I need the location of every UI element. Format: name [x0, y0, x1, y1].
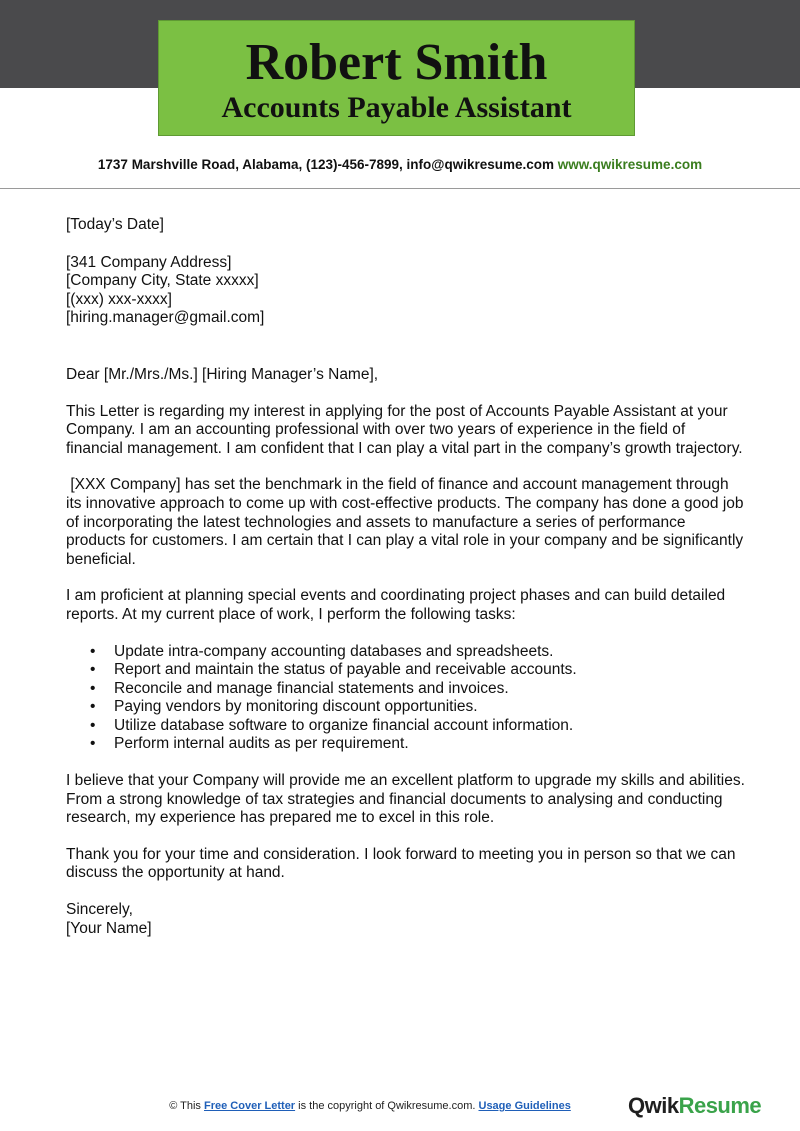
logo-part-resume: Resume	[678, 1093, 762, 1118]
candidate-name: Robert Smith	[245, 34, 548, 91]
address-line: [341 Company Address]	[66, 253, 232, 271]
paragraph-thanks: Thank you for your time and consideration. I look forward to meeting you in person so that we can discuss the opportunity at hand.	[66, 845, 736, 882]
list-item: • Reconcile and manage financial statements and invoices.	[114, 680, 746, 699]
list-item: • Perform internal audits as per requirement.	[114, 735, 746, 754]
address-line: [(xxx) xxx-xxxx]	[66, 290, 172, 308]
list-item: • Utilize database software to organize financial account information.	[114, 717, 746, 736]
logo-part-qwik: Qwik	[628, 1093, 679, 1118]
salutation: Dear [Mr./Mrs./Ms.] [Hiring Manager’s Name],	[66, 365, 379, 383]
usage-guidelines-link[interactable]: Usage Guidelines	[478, 1100, 571, 1112]
candidate-role: Accounts Payable Assistant	[221, 91, 572, 124]
list-item: • Paying vendors by monitoring discount opportunities.	[114, 698, 746, 717]
qwikresume-logo	[628, 1092, 761, 1120]
letter-date: [Today’s Date]	[66, 216, 164, 233]
paragraph-skills: I am proficient at planning special events and coordinating project phases and can build detailed reports. At my current place of work, I perform the following tasks:	[66, 587, 726, 623]
footer-prefix: © This	[169, 1100, 204, 1112]
header-divider	[0, 188, 800, 189]
paragraph-intro: This Letter is regarding my interest in applying for the post of Accounts Payable Assistant at your Company. I am an accounting professional with over two years of experience in the field of financial management. I am confident that I can play a vital part in the company’s growth trajectory.	[66, 402, 743, 457]
paragraph-company: [XXX Company] has set the benchmark in the field of finance and account management through its innovative approach to come up with cost-effective products. The company has done a good job of incorporating the latest technologies and assets to manufacture a series of performance products for customers. I am certain that I can play a vital role in your company and be significantly beneficial.	[66, 476, 748, 568]
contact-line	[0, 156, 800, 174]
task-list	[66, 643, 746, 755]
footer-middle: is the copyright of Qwikresume.com.	[295, 1100, 479, 1112]
paragraph-belief: I believe that your Company will provide me an excellent platform to upgrade my skills and abilities. From a strong knowledge of tax strategies and financial documents to analysing and conducting research, my experience has prepared me to excel in this role.	[66, 772, 745, 827]
website-link[interactable]: www.qwikresume.com	[557, 157, 703, 172]
name-box	[158, 20, 635, 136]
free-cover-letter-link[interactable]: Free Cover Letter	[204, 1100, 296, 1112]
address-line: [Company City, State xxxxx]	[66, 272, 259, 290]
list-item: • Update intra-company accounting databases and spreadsheets.	[114, 643, 746, 662]
signoff: Sincerely,	[66, 901, 133, 919]
letter-body	[66, 216, 746, 938]
list-item: • Report and maintain the status of payable and receivable accounts.	[114, 661, 746, 680]
contact-details: 1737 Marshville Road, Alabama, (123)-456-7899, info@qwikresume.com	[97, 157, 555, 172]
signature-name: [Your Name]	[66, 919, 152, 937]
address-line: [hiring.manager@gmail.com]	[66, 309, 265, 327]
